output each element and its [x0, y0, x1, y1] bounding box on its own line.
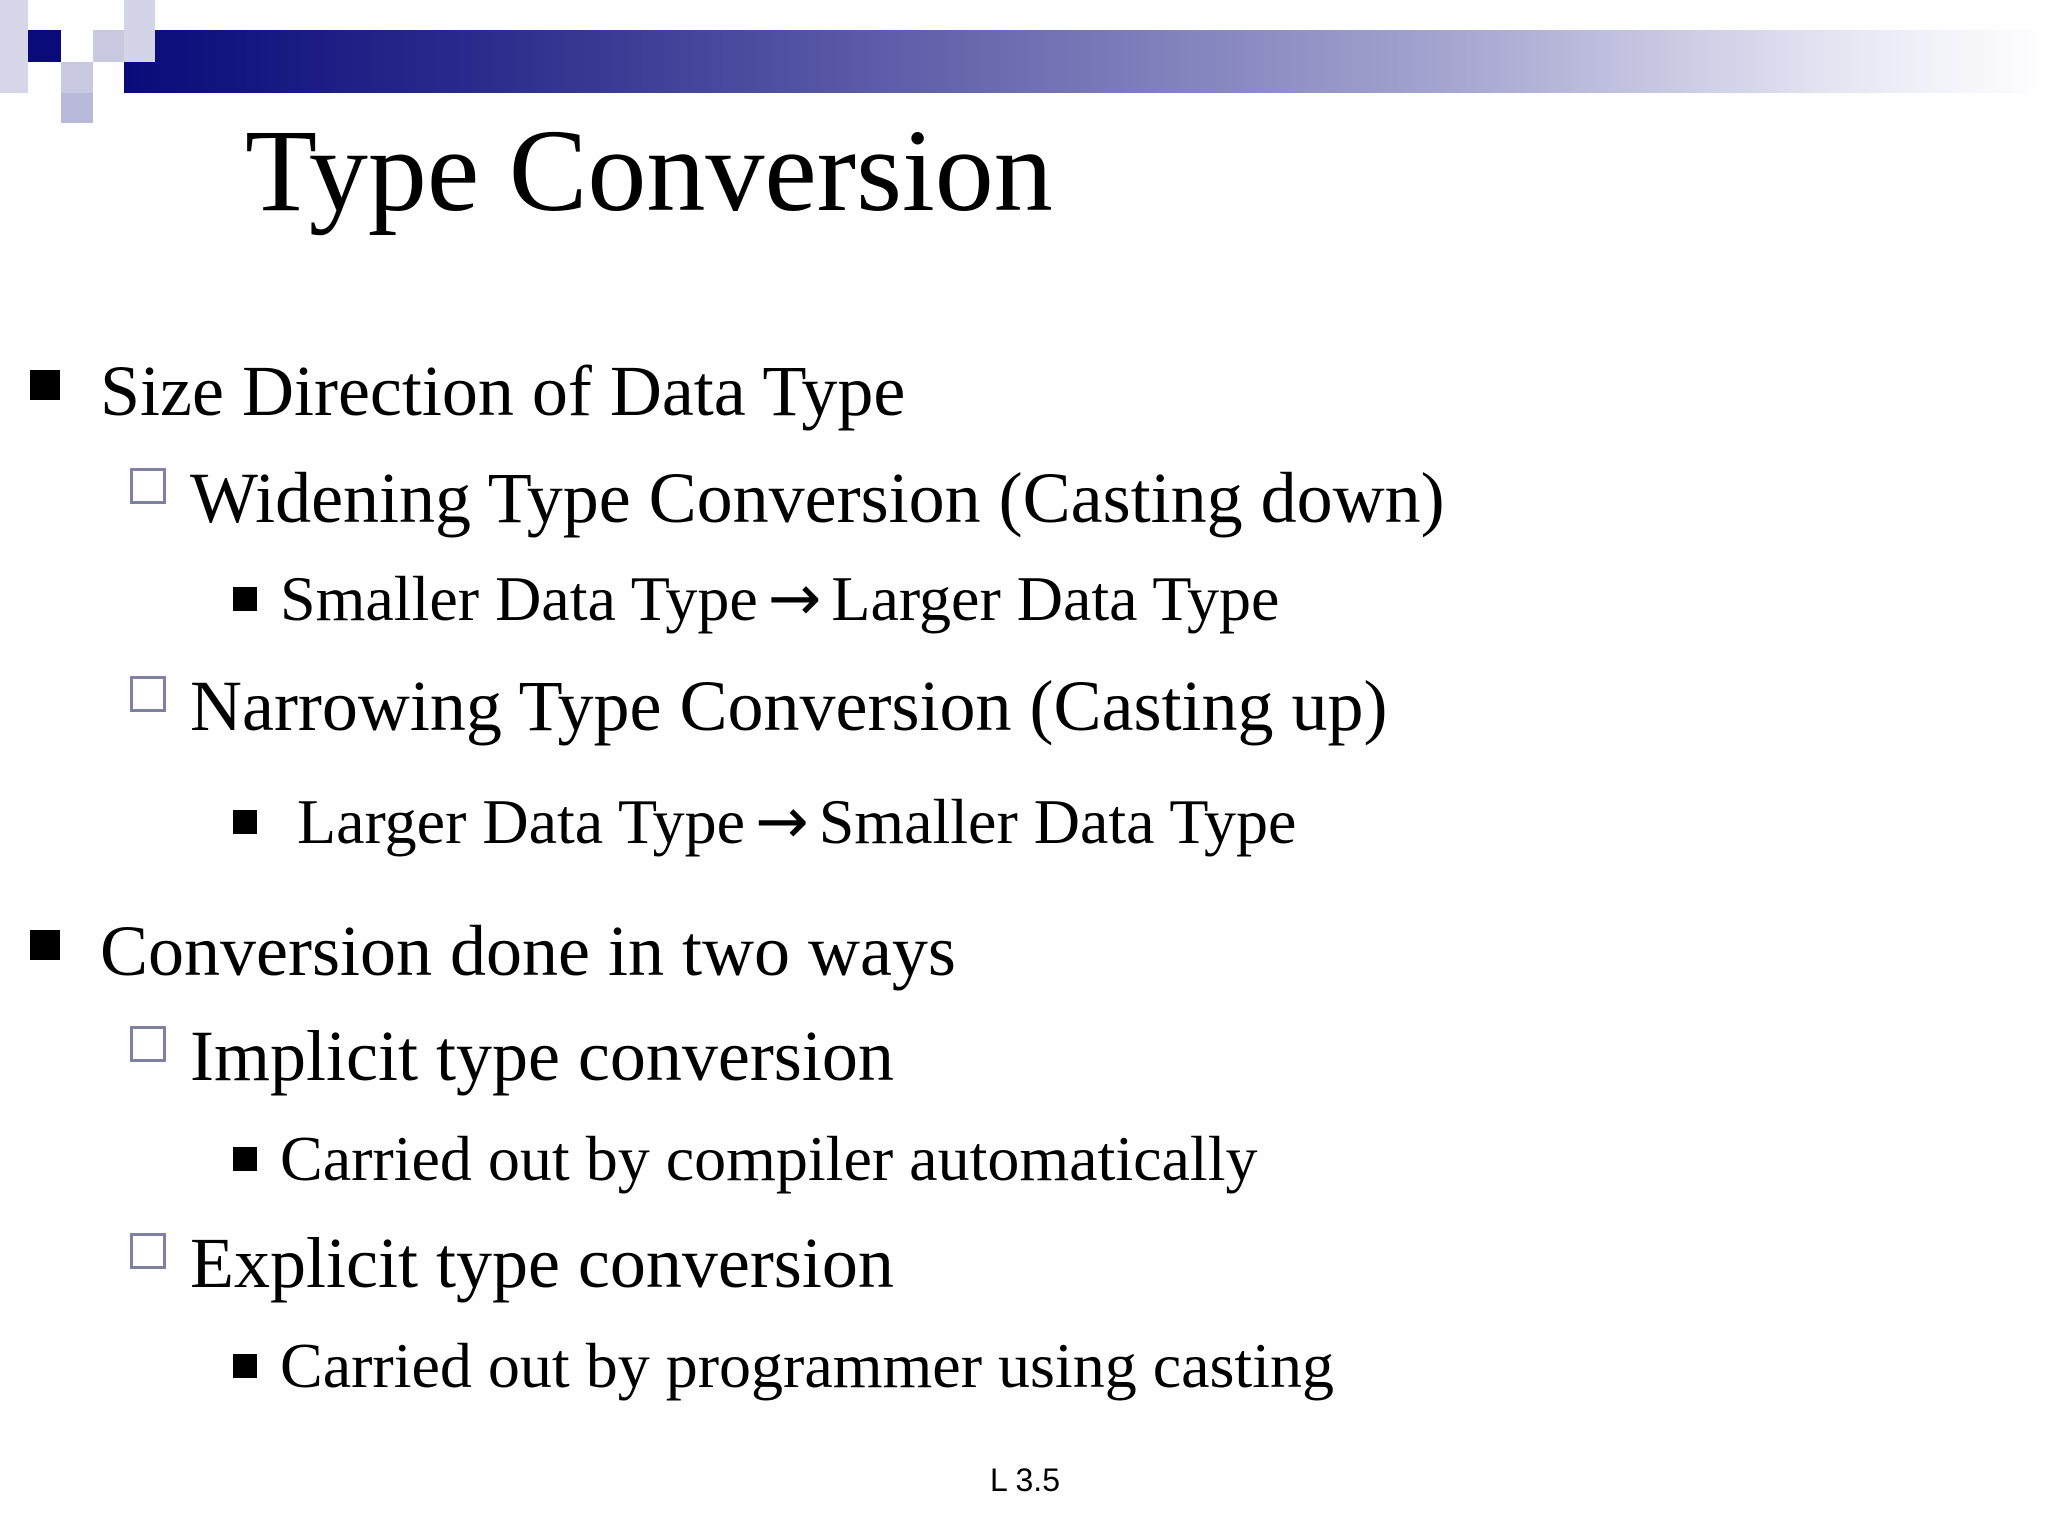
- right-arrow-icon: →: [767, 562, 822, 636]
- bullet-level1: Conversion done in two ways: [100, 911, 956, 991]
- bullet-level3: [280, 562, 1280, 636]
- square-bullet-icon: [30, 930, 60, 960]
- conversion-from: Smaller Data Type: [280, 563, 758, 634]
- hollow-square-bullet-icon: [130, 676, 166, 712]
- bullet-level1: Size Direction of Data Type: [100, 351, 906, 431]
- header-decoration-square: [61, 62, 93, 94]
- header-decoration-square: [93, 30, 124, 62]
- square-bullet-icon: [30, 370, 60, 400]
- square-bullet-icon: [233, 587, 257, 611]
- conversion-from: Larger Data Type: [297, 786, 746, 857]
- bullet-level3: [297, 785, 1297, 859]
- bullet-level2: Explicit type conversion: [190, 1223, 894, 1303]
- header-decoration-square: [28, 30, 61, 62]
- square-bullet-icon: [233, 1147, 257, 1171]
- header-gradient-band: [124, 30, 2048, 93]
- hollow-square-bullet-icon: [130, 1233, 166, 1269]
- bullet-level2: Implicit type conversion: [190, 1016, 894, 1096]
- slide-number-label: L 3.5: [990, 1462, 1060, 1498]
- header-decoration-square: [61, 93, 93, 123]
- hollow-square-bullet-icon: [130, 1026, 166, 1062]
- bullet-level2: Narrowing Type Conversion (Casting up): [190, 666, 1388, 746]
- header-decoration-square: [124, 0, 155, 62]
- conversion-to: Larger Data Type: [831, 563, 1280, 634]
- right-arrow-icon: →: [755, 785, 809, 859]
- bullet-level2: Widening Type Conversion (Casting down): [190, 458, 1445, 538]
- slide-title: Type Conversion: [245, 105, 1053, 236]
- header-decoration-square: [0, 0, 28, 93]
- square-bullet-icon: [233, 810, 257, 834]
- bullet-level3: Carried out by compiler automatically: [280, 1123, 1258, 1194]
- square-bullet-icon: [233, 1354, 257, 1378]
- bullet-level3: Carried out by programmer using casting: [280, 1330, 1334, 1401]
- hollow-square-bullet-icon: [130, 468, 166, 504]
- conversion-to: Smaller Data Type: [818, 786, 1297, 857]
